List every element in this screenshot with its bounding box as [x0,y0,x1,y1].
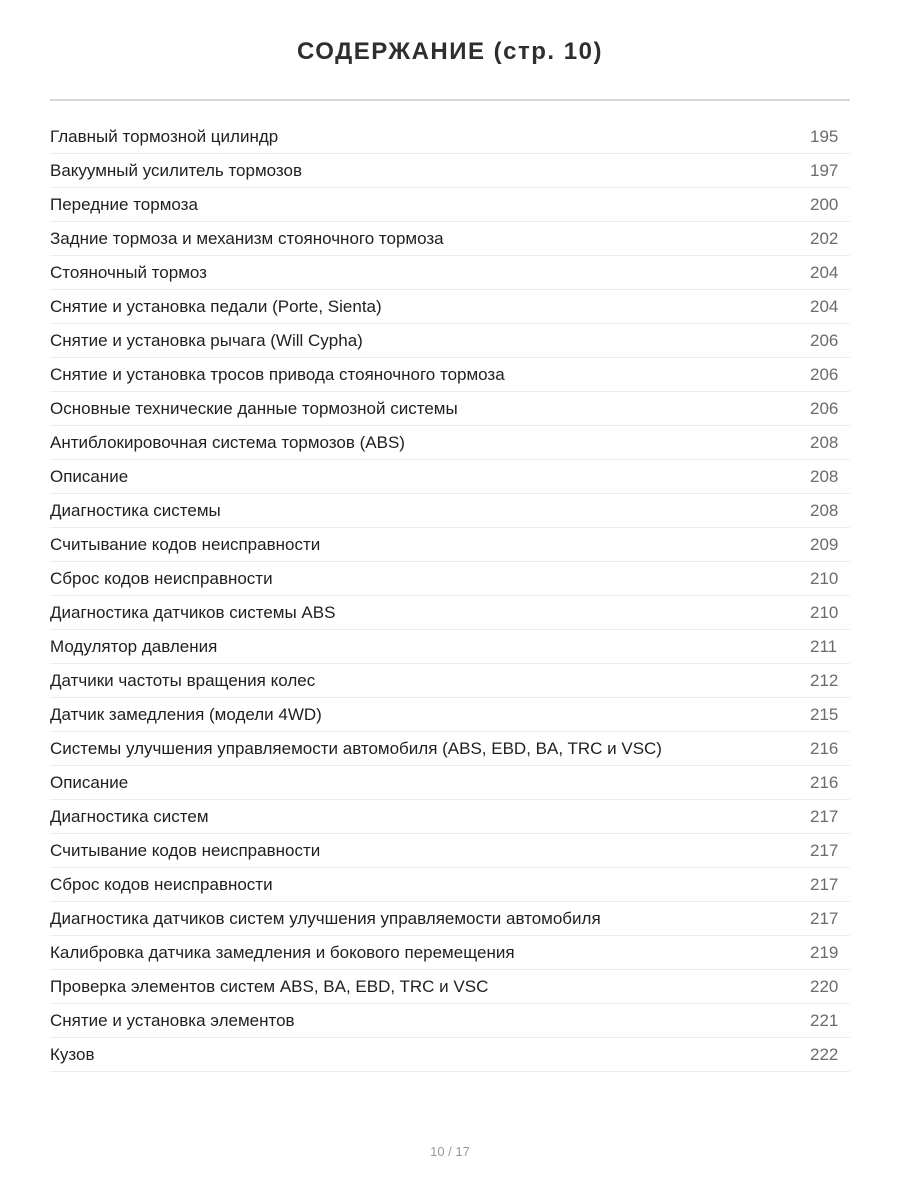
toc-entry-page: 202 [810,228,839,248]
toc-entry-page: 221 [810,1010,839,1030]
toc-entry[interactable] [50,630,850,664]
toc-entry-title: Системы улучшения управляемости автомобиля (ABS, EBD, BA, TRC и VSC) [50,738,662,758]
title-divider [50,99,850,101]
toc-entry-title: Считывание кодов неисправности [50,840,321,860]
toc-entry-page: 217 [810,806,839,826]
toc-entry[interactable] [50,324,850,358]
toc-entry-title: Задние тормоза и механизм стояночного тормоза [50,228,444,248]
toc-entry-page: 217 [810,840,839,860]
toc-entry-title: Передние тормоза [50,194,198,214]
toc-entry[interactable] [50,1038,850,1072]
toc-entry-title: Датчики частоты вращения колес [50,670,316,690]
page-indicator: 10 / 17 [430,1144,470,1159]
toc-entry-page: 206 [810,398,839,418]
toc-entry-title: Снятие и установка педали (Porte, Sienta) [50,296,382,316]
toc-entry-page: 208 [810,500,839,520]
toc-entry[interactable] [50,120,850,154]
toc-entry-title: Основные технические данные тормозной системы [50,398,458,418]
toc-entry[interactable] [50,256,850,290]
toc-entry-title: Кузов [50,1044,95,1064]
toc-entry-title: Датчик замедления (модели 4WD) [50,704,322,724]
toc-entry-page: 206 [810,364,839,384]
toc-entry-title: Сброс кодов неисправности [50,568,273,588]
toc-entry-title: Описание [50,466,129,486]
toc-entry[interactable] [50,562,850,596]
toc-entry[interactable] [50,936,850,970]
toc-entry-page: 216 [810,772,839,792]
toc-entry-title: Калибровка датчика замедления и бокового перемещения [50,942,515,962]
toc-entry[interactable] [50,732,850,766]
toc-entry-page: 204 [810,262,839,282]
toc-entry-title: Сброс кодов неисправности [50,874,273,894]
toc-entry[interactable] [50,902,850,936]
toc-entry-title: Диагностика системы [50,500,221,520]
toc-entry-page: 208 [810,466,839,486]
toc-entry[interactable] [50,664,850,698]
toc-entry[interactable] [50,1004,850,1038]
page-title: СОДЕРЖАНИЕ (стр. 10) [297,38,603,65]
toc-entry[interactable] [50,596,850,630]
toc-entry-title: Главный тормозной цилиндр [50,126,279,146]
toc-entry[interactable] [50,970,850,1004]
toc-entry-page: 217 [810,874,839,894]
toc-entry-page: 222 [810,1044,839,1064]
toc-entry[interactable] [50,426,850,460]
toc-entry-title: Снятие и установка элементов [50,1010,295,1030]
toc-entry-page: 219 [810,942,839,962]
toc-entry-title: Вакуумный усилитель тормозов [50,160,302,180]
toc-entry-title: Проверка элементов систем ABS, BA, EBD, TRC и VSC [50,976,489,996]
toc-entry[interactable] [50,494,850,528]
toc-entry-title: Диагностика датчиков системы ABS [50,602,336,622]
toc-entry[interactable] [50,528,850,562]
toc-entry[interactable] [50,766,850,800]
toc-entry-page: 210 [810,568,839,588]
toc-entry-title: Антиблокировочная система тормозов (ABS) [50,432,405,452]
toc-entry[interactable] [50,834,850,868]
toc-entry[interactable] [50,698,850,732]
toc-entry-page: 204 [810,296,839,316]
toc-entry[interactable] [50,290,850,324]
toc-entry-page: 217 [810,908,839,928]
toc-entry-title: Считывание кодов неисправности [50,534,321,554]
toc-entry-title: Снятие и установка тросов привода стояночного тормоза [50,364,505,384]
toc-entry[interactable] [50,154,850,188]
toc-list [50,120,850,1072]
toc-entry-page: 210 [810,602,839,622]
toc-entry-title: Диагностика систем [50,806,209,826]
toc-entry[interactable] [50,868,850,902]
toc-entry-page: 206 [810,330,839,350]
toc-entry-page: 215 [810,704,839,724]
toc-entry-page: 197 [810,160,839,180]
toc-entry-page: 195 [810,126,839,146]
toc-entry-page: 211 [810,636,838,656]
toc-entry-title: Диагностика датчиков систем улучшения управляемости автомобиля [50,908,601,928]
toc-entry[interactable] [50,392,850,426]
toc-entry-page: 208 [810,432,839,452]
toc-entry-page: 216 [810,738,839,758]
toc-entry[interactable] [50,460,850,494]
toc-entry[interactable] [50,358,850,392]
toc-entry-page: 209 [810,534,839,554]
toc-entry-page: 212 [810,670,839,690]
toc-entry[interactable] [50,222,850,256]
toc-entry-title: Описание [50,772,129,792]
toc-entry-title: Модулятор давления [50,636,218,656]
toc-entry[interactable] [50,188,850,222]
toc-entry[interactable] [50,800,850,834]
toc-entry-page: 200 [810,194,839,214]
toc-entry-title: Стояночный тормоз [50,262,207,282]
toc-entry-title: Снятие и установка рычага (Will Cypha) [50,330,363,350]
toc-entry-page: 220 [810,976,839,996]
